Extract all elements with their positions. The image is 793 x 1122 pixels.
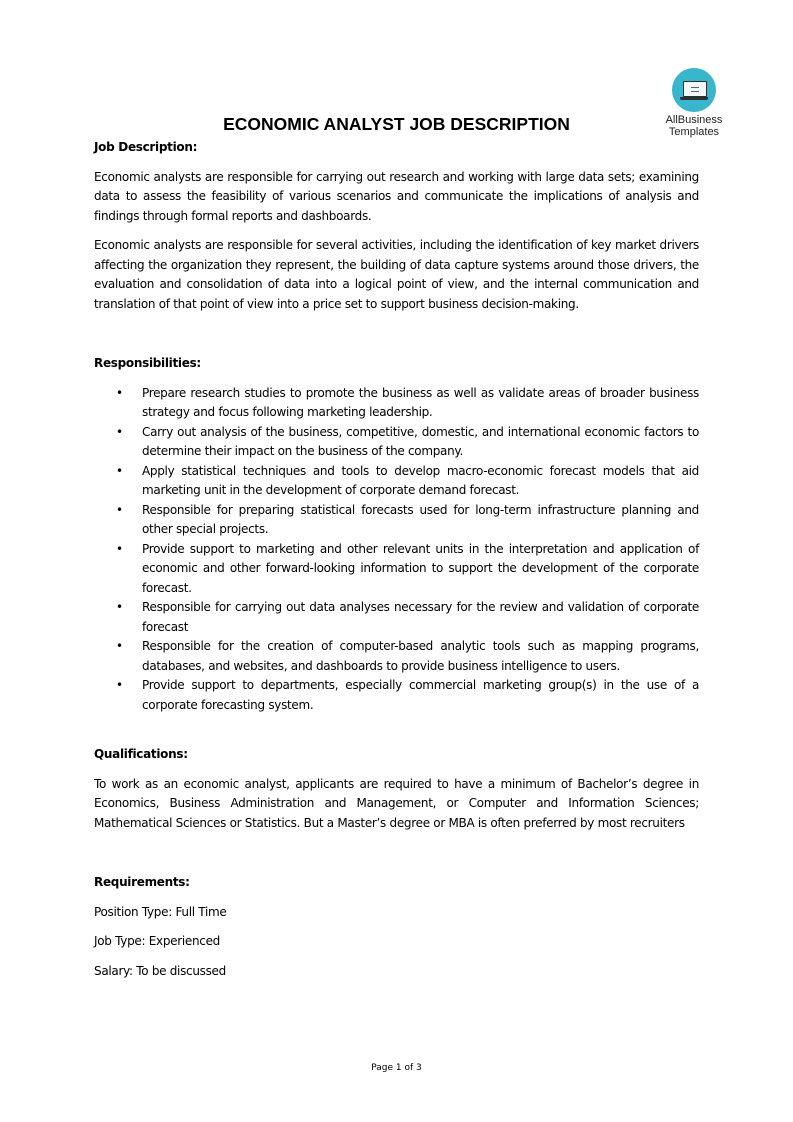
list-item-text: Provide support to marketing and other relevant units in the interpretation and application of economic and other forward-looking information to support the development of the corporate forecast. bbox=[142, 541, 699, 595]
list-item bbox=[94, 676, 699, 715]
list-item bbox=[94, 423, 699, 462]
list-item bbox=[94, 462, 699, 501]
bullet: • bbox=[116, 639, 123, 653]
document-body bbox=[94, 138, 699, 981]
list-item bbox=[94, 637, 699, 676]
document-title: ECONOMIC ANALYST JOB DESCRIPTION bbox=[223, 114, 570, 134]
list-item-text: Responsible for the creation of computer-based analytic tools such as mapping programs, databases, and websites, and dashboards to provide business intelligence to users. bbox=[142, 639, 699, 673]
qualifications-paragraph: To work as an economic analyst, applicants are required to have a minimum of Bachelor’s degree in Economics, Business Administration and Management, or Computer and Information Sciences; Mathematical Sciences or Statistics. But a Master’s degree or MBA is often preferred by most recruiters bbox=[94, 776, 699, 830]
bullet: • bbox=[116, 678, 123, 692]
job-type: Job Type: Experienced bbox=[94, 934, 220, 948]
page-number: Page 1 of 3 bbox=[371, 1063, 422, 1073]
laptop-icon bbox=[672, 68, 716, 112]
list-item bbox=[94, 501, 699, 540]
bullet: • bbox=[116, 541, 123, 556]
bullet: • bbox=[116, 385, 123, 400]
list-item-text: Responsible for carrying out data analyses necessary for the review and validation of corporate forecast bbox=[142, 600, 699, 634]
list-item bbox=[94, 598, 699, 637]
position-type: Position Type: Full Time bbox=[94, 904, 227, 919]
job-description-heading: Job Description: bbox=[94, 140, 198, 154]
bullet: • bbox=[116, 424, 123, 439]
list-item-text: Apply statistical techniques and tools to develop macro-economic forecast models that aid marketing unit in the development of corporate demand forecast. bbox=[142, 463, 699, 497]
job-description-paragraph-2: Economic analysts are responsible for several activities, including the identification of key market drivers affecting the organization they represent, the building of data capture systems around those drivers, the evaluation and consolidation of data into a logical point of view, and the internal communication and translation of that point of view into a price set to support business decision-making. bbox=[94, 238, 699, 311]
responsibilities-list bbox=[94, 384, 699, 716]
qualifications-heading: Qualifications: bbox=[94, 747, 188, 761]
list-item bbox=[94, 384, 699, 423]
list-item-text: Prepare research studies to promote the business as well as validate areas of broader business strategy and focus following marketing leadership. bbox=[142, 385, 699, 419]
salary: Salary: To be discussed bbox=[94, 963, 226, 978]
bullet: • bbox=[116, 463, 123, 478]
list-item-text: Carry out analysis of the business, competitive, domestic, and international economic factors to determine their impact on the business of the company. bbox=[142, 424, 699, 458]
list-item-text: Provide support to departments, especially commercial marketing group(s) in the use of a corporate forecasting system. bbox=[142, 678, 699, 712]
job-description-paragraph-1: Economic analysts are responsible for carrying out research and working with large data sets; examining data to assess the feasibility of various scenarios and communicate the implications of analysis and findings through formal reports and dashboards. bbox=[94, 169, 699, 223]
logo-line-2: Templates bbox=[668, 126, 720, 138]
responsibilities-heading: Responsibilities: bbox=[94, 356, 201, 370]
list-item bbox=[94, 540, 699, 599]
bullet: • bbox=[116, 502, 123, 517]
requirements-heading: Requirements: bbox=[94, 875, 190, 889]
list-item-text: Responsible for preparing statistical forecasts used for long-term infrastructure planning and other special projects. bbox=[142, 502, 699, 536]
bullet: • bbox=[116, 600, 123, 614]
logo-line-1: AllBusiness bbox=[665, 114, 723, 126]
